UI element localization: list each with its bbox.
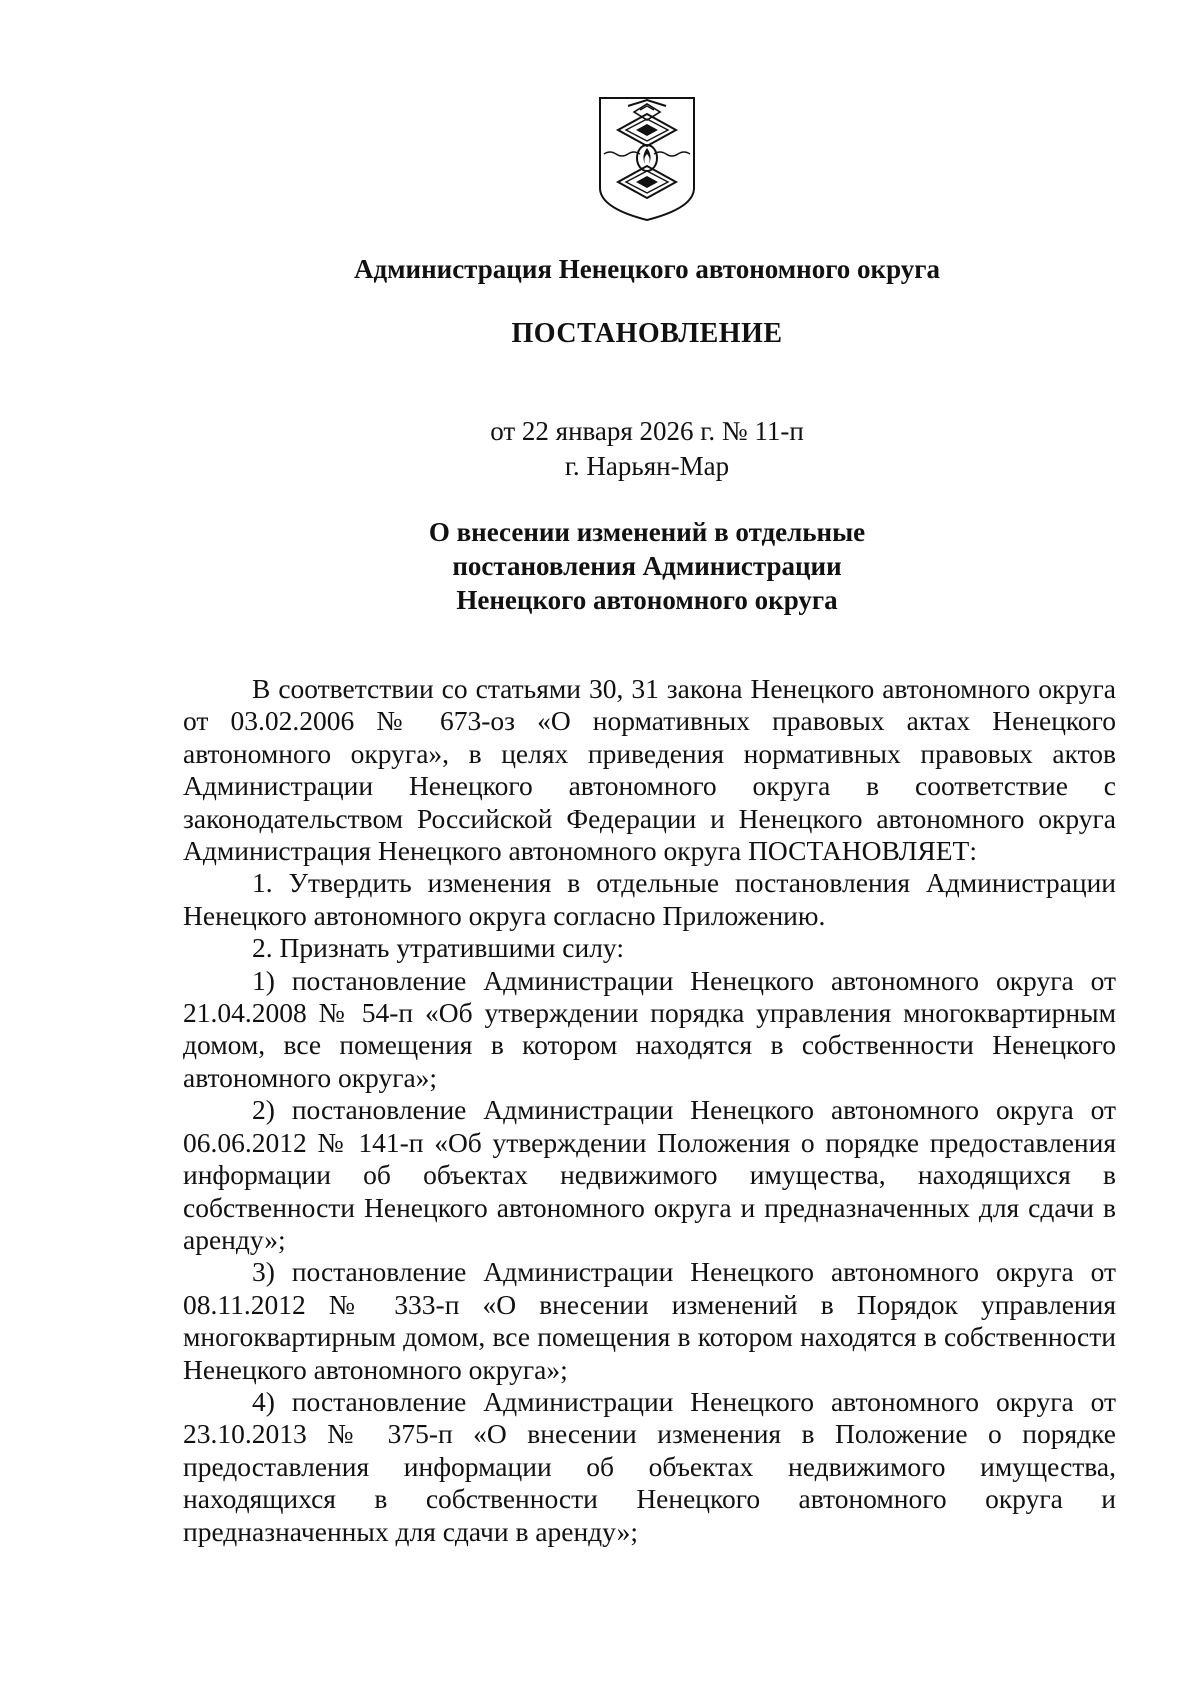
- subclause-4-paragraph: 4) постановление Администрации Ненецкого автономного округа от 23.10.2013 № 375-п «О внесении изменения в Положение о порядке предоставления информации об объектах недвижимого имущества, находящихся в собственности Ненецкого автономного округа и предназначенных для сдачи в аренду»;: [183, 1385, 1116, 1547]
- document-date-number: от 22 января 2026 г. № 11-п: [490, 416, 804, 446]
- clause-1-paragraph: 1. Утвердить изменения в отдельные постановления Администрации Ненецкого автономного округа согласно Приложению.: [183, 867, 1116, 931]
- document-title-line: О внесении изменений в отдельные: [428, 517, 866, 547]
- document-title-line: Ненецкого автономного округа: [456, 585, 838, 615]
- preamble-paragraph: В соответствии со статьями 30, 31 закона Ненецкого автономного округа от 03.02.2006 № 673-оз «О нормативных правовых актах Ненецкого автономного округа», в целях приведения нормативных правовых актов Администрации Ненецкого автономного округа в соответствие с законодательством Российской Федерации и Ненецкого автономного округа Администрация Ненецкого автономного округа ПОСТАНОВЛЯЕТ:: [183, 673, 1116, 867]
- document-title-line: постановления Администрации: [452, 551, 842, 581]
- subclause-3-paragraph: 3) постановление Администрации Ненецкого автономного округа от 08.11.2012 № 333-п «О внесении изменений в Порядок управления многоквартирным домом, все помещения в котором находятся в собственности Ненецкого автономного округа»;: [183, 1256, 1116, 1385]
- document-place: г. Нарьян-Мар: [564, 451, 730, 481]
- coat-of-arms-icon: [598, 96, 696, 222]
- document-title: [0, 515, 1200, 617]
- subclause-2-paragraph: 2) постановление Администрации Ненецкого автономного округа от 06.06.2012 № 141-п «Об утверждении Положения о порядке предоставления информации об объектах недвижимого имущества, находящихся в собственности Ненецкого автономного округа и предназначенных для сдачи в аренду»;: [183, 1094, 1116, 1255]
- clause-2-paragraph: 2. Признать утратившими силу:: [252, 932, 624, 964]
- subclause-1-paragraph: 1) постановление Администрации Ненецкого автономного округа от 21.04.2008 № 54-п «Об утверждении порядка управления многоквартирным домом, все помещения в котором находятся в собственности Ненецкого автономного округа»;: [183, 964, 1116, 1093]
- document-body: [183, 673, 1116, 1548]
- document-type: ПОСТАНОВЛЕНИЕ: [511, 318, 783, 349]
- organization-name: Администрация Ненецкого автономного округа: [353, 254, 941, 284]
